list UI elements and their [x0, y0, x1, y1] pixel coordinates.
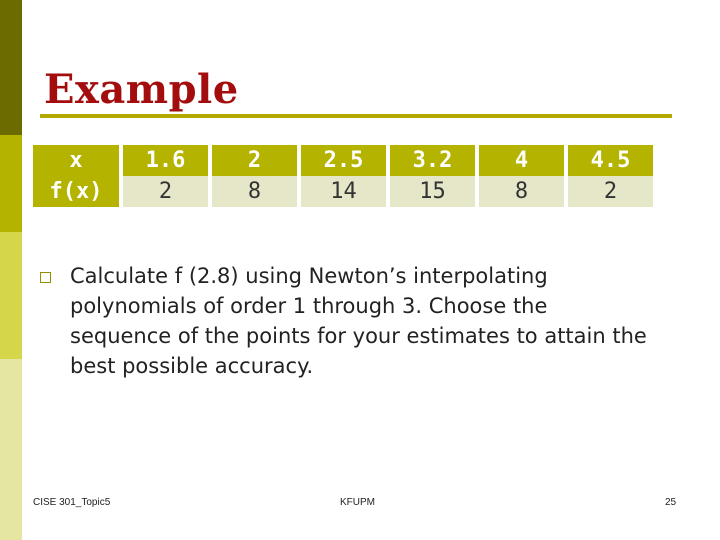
row-label-fx: f(x) [33, 176, 119, 207]
cell-fx: 15 [390, 176, 475, 207]
bullet-square-icon [40, 272, 51, 283]
decor-stripe-3 [0, 232, 22, 359]
title-underline [40, 114, 672, 118]
cell-x: 4.5 [568, 145, 653, 176]
decor-stripe-2 [0, 135, 22, 232]
cell-fx: 2 [568, 176, 653, 207]
footer-institution: KFUPM [340, 497, 375, 508]
decor-stripe-1 [0, 0, 22, 135]
footer-course: CISE 301_Topic5 [33, 497, 111, 508]
footer-page-number: 25 [665, 497, 677, 508]
cell-x: 1.6 [123, 145, 208, 176]
cell-x: 3.2 [390, 145, 475, 176]
table-row-fx [33, 176, 653, 207]
cell-x: 2.5 [301, 145, 386, 176]
cell-fx: 8 [479, 176, 564, 207]
cell-fx: 14 [301, 176, 386, 207]
data-table [33, 145, 653, 207]
decor-stripe-4 [0, 359, 22, 540]
cell-x: 4 [479, 145, 564, 176]
bullet-text: Calculate f (2.8) using Newton’s interpolating polynomials of order 1 through 3. Choose the sequence of the points for your estimates to attain the best possible accuracy. [70, 264, 647, 378]
cell-fx: 8 [212, 176, 297, 207]
row-label-x: x [33, 145, 119, 176]
cell-x: 2 [212, 145, 297, 176]
slide-title: Example [44, 66, 239, 113]
cell-fx: 2 [123, 176, 208, 207]
table-row-x [33, 145, 653, 176]
